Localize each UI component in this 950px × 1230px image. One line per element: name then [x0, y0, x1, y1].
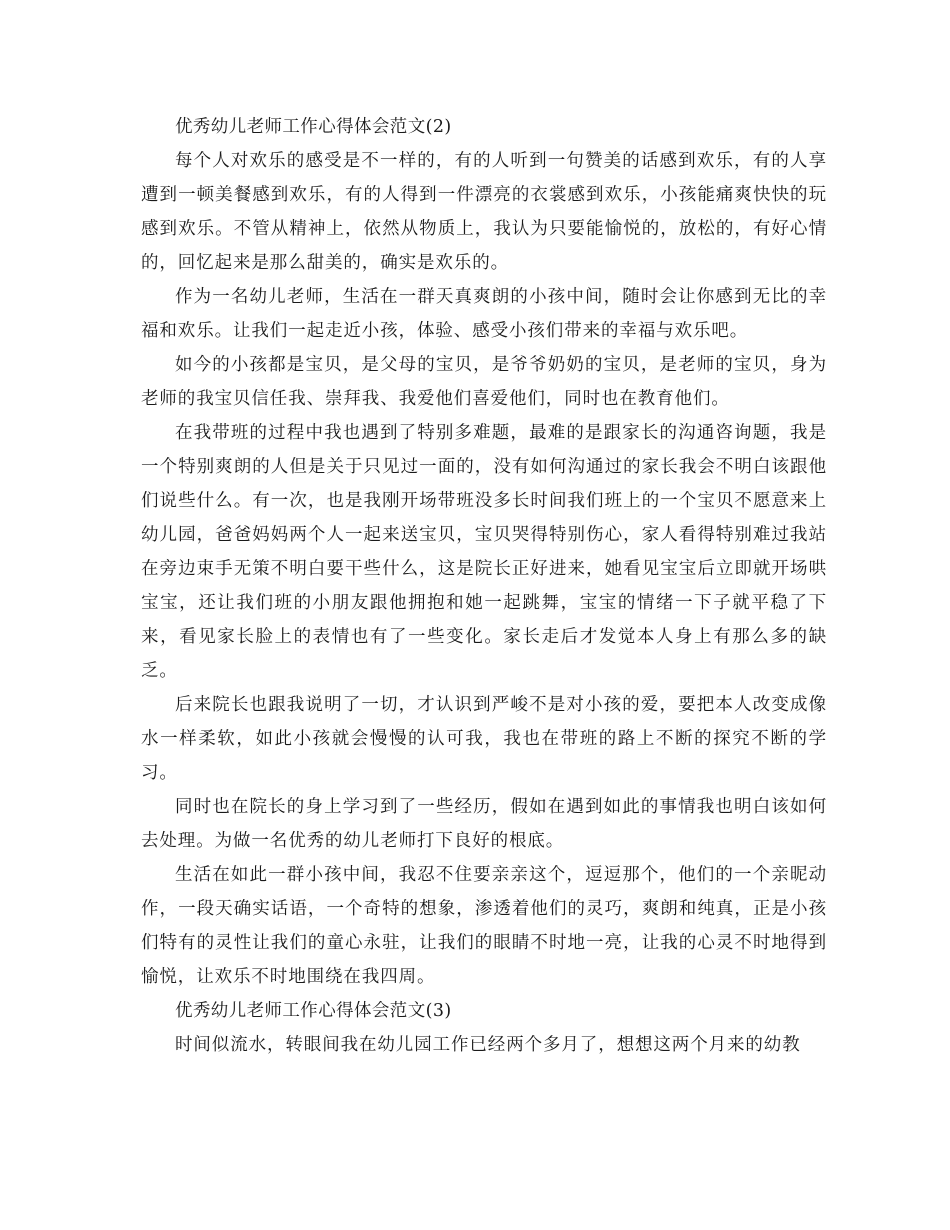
paragraph: 时间似流水，转眼间我在幼儿园工作已经两个多月了，想想这两个月来的幼教 — [175, 1035, 801, 1055]
paragraph: 如今的小孩都是宝贝，是父母的宝贝，是爷爷奶奶的宝贝，是老师的宝贝，身为老师的我宝贝信任我、崇拜我、我爱他们喜爱他们，同时也在教育他们。 — [141, 355, 827, 409]
paragraph: 在我带班的过程中我也遇到了特别多难题，最难的是跟家长的沟通咨询题，我是一个特别爽朗的人但是关于只见过一面的，没有如何沟通过的家长我会不明白该跟他们说些什么。有一次，也是我刚开场带班没多长时间我们班上的一个宝贝不愿意来上幼儿园，爸爸妈妈两个人一起来送宝贝，宝贝哭得特别伤心，家人看得特别难过我站在旁边束手无策不明白要干些什么，这是院长正好进来，她看见宝宝后立即就开场哄宝宝，还让我们班的小朋友跟他拥抱和她一起跳舞，宝宝的情绪一下子就平稳了下来，看见家长脸上的表情也有了一些变化。家长走后才发觉本人身上有那么多的缺乏。 — [141, 423, 827, 681]
paragraph: 后来院长也跟我说明了一切，才认识到严峻不是对小孩的爱，要把本人改变成像水一样柔软，如此小孩就会慢慢的认可我，我也在带班的路上不断的探究不断的学习。 — [141, 695, 827, 783]
paragraph: 同时也在院长的身上学习到了一些经历，假如在遇到如此的事情我也明白该如何去处理。为做一名优秀的幼儿老师打下良好的根底。 — [141, 797, 827, 851]
paragraph: 作为一名幼儿老师，生活在一群天真爽朗的小孩中间，随时会让你感到无比的幸福和欢乐。让我们一起走近小孩，体验、感受小孩们带来的幸福与欢乐吧。 — [141, 287, 827, 341]
paragraph: 生活在如此一群小孩中间，我忍不住要亲亲这个，逗逗那个，他们的一个亲昵动作，一段天确实话语，一个奇特的想象，渗透着他们的灵巧，爽朗和纯真，正是小孩们特有的灵性让我们的童心永驻，让我们的眼睛不时地一亮，让我的心灵不时地得到愉悦，让欢乐不时地围绕在我四周。 — [141, 865, 827, 987]
section-2-title: 优秀幼儿老师工作心得体会范文(2) — [175, 117, 452, 137]
document-page — [141, 110, 827, 1062]
section-3-title: 优秀幼儿老师工作心得体会范文(3) — [175, 1001, 452, 1021]
paragraph: 每个人对欢乐的感受是不一样的，有的人听到一句赞美的话感到欢乐，有的人享遭到一顿美餐感到欢乐，有的人得到一件漂亮的衣裳感到欢乐，小孩能痛爽快快的玩感到欢乐。不管从精神上，依然从物质上，我认为只要能愉悦的，放松的，有好心情的，回忆起来是那么甜美的，确实是欢乐的。 — [141, 151, 827, 273]
